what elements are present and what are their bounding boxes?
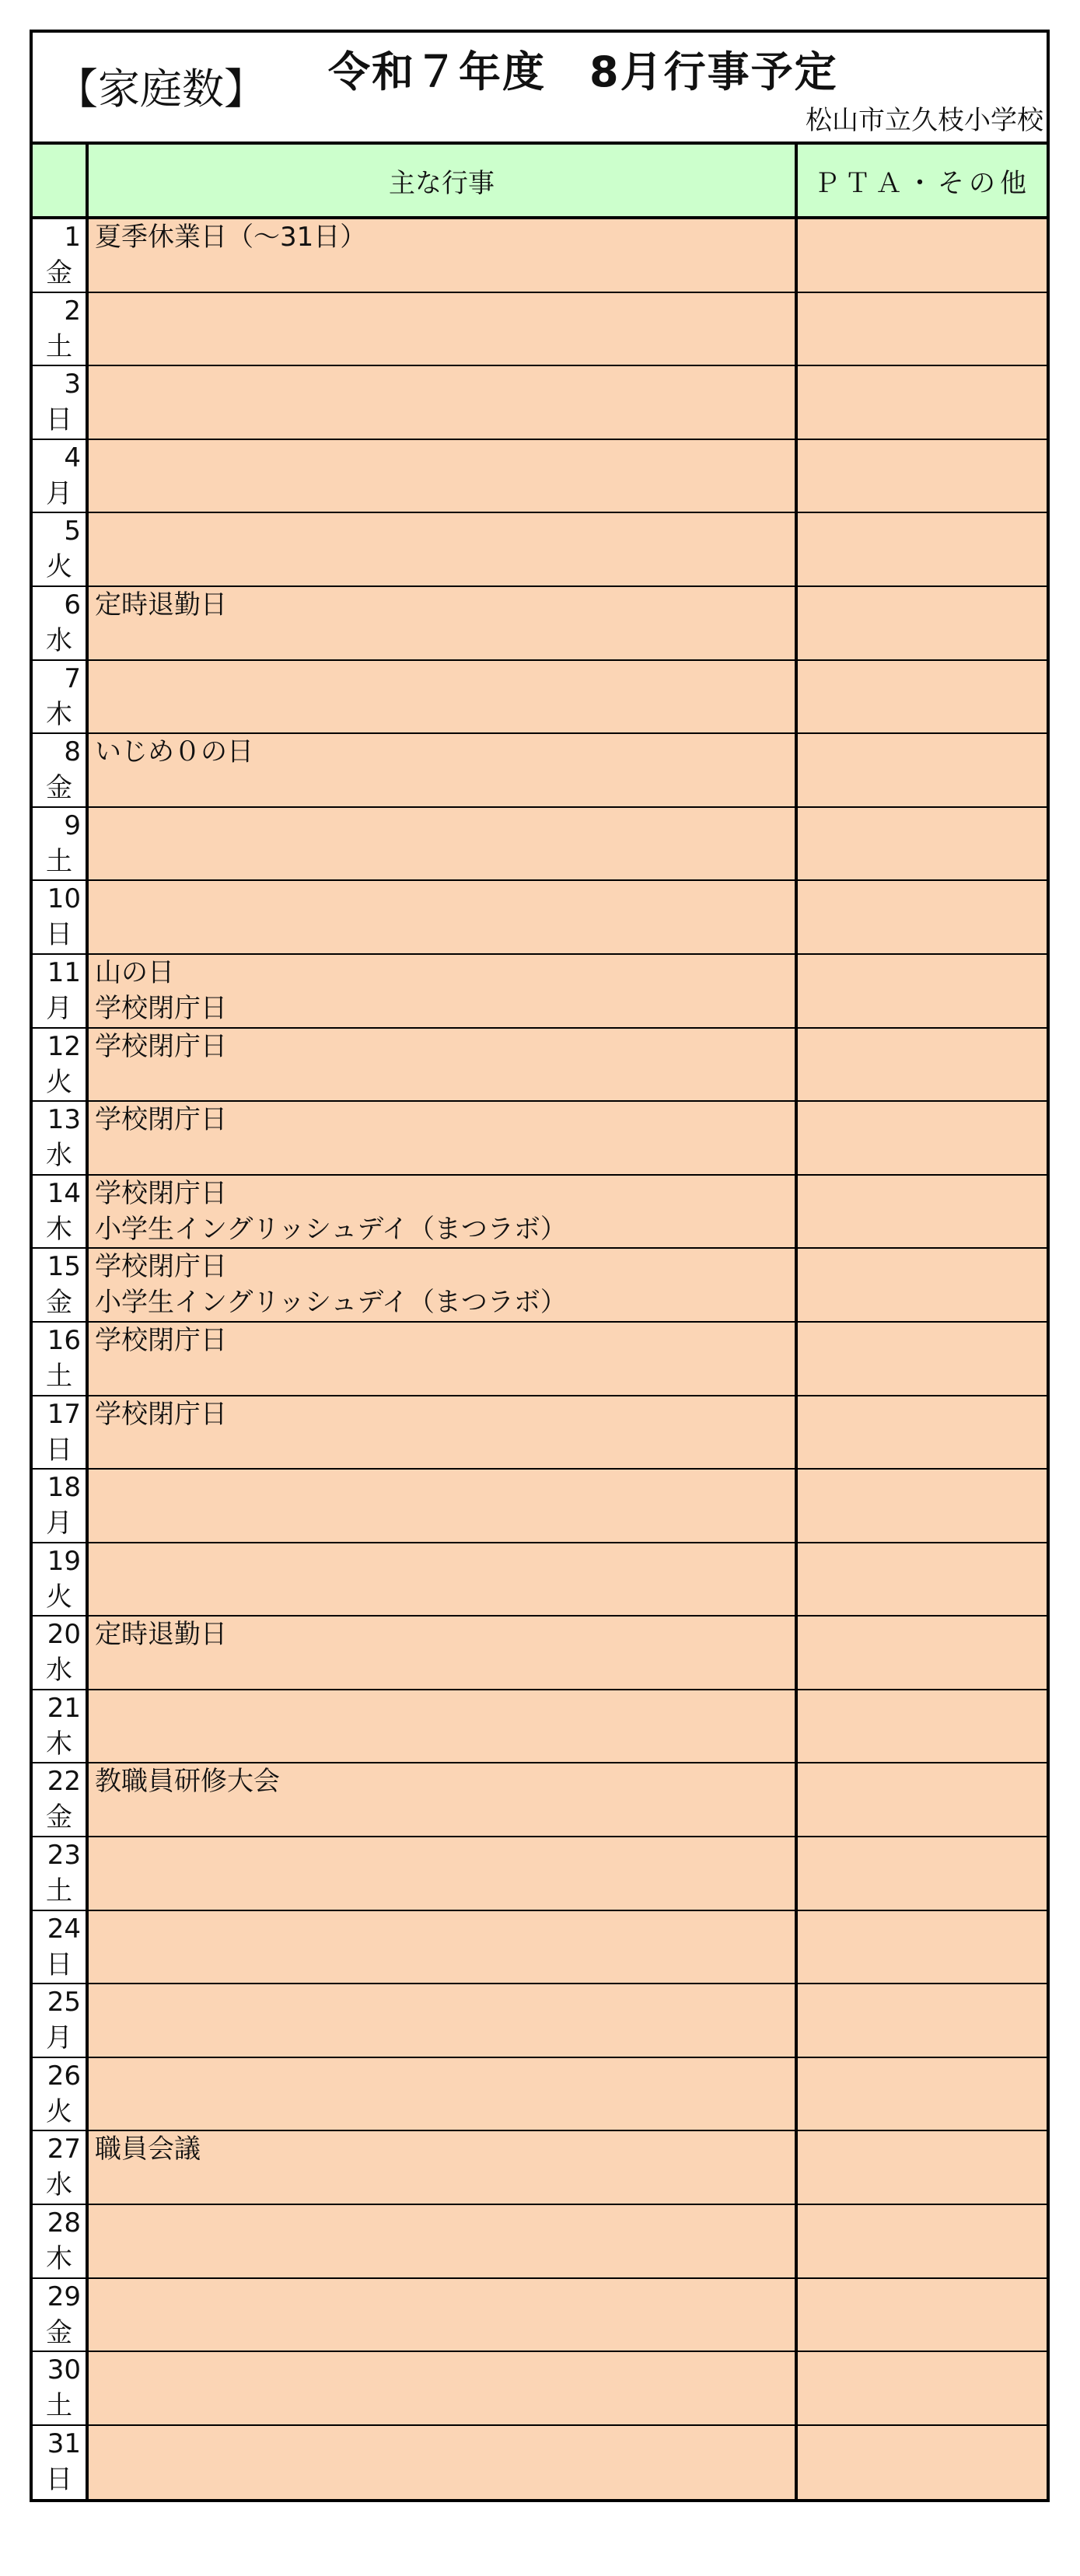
weekday: 日 <box>46 1949 72 1980</box>
event-item: 夏季休業日（～31日） <box>95 222 367 253</box>
weekday: 月 <box>46 992 72 1024</box>
table-row <box>33 2352 1047 2426</box>
day-number: 19 <box>47 1545 81 1577</box>
event-item: 職員会議 <box>95 2134 201 2165</box>
family-count-tag: 【家庭数】 <box>56 65 266 114</box>
sheet-header <box>33 33 1047 145</box>
column-header-day <box>33 145 89 216</box>
weekday: 金 <box>46 1802 72 1833</box>
events-cell <box>89 219 798 292</box>
day-number: 18 <box>47 1472 81 1504</box>
events-cell <box>89 1837 798 1910</box>
table-row <box>33 881 1047 955</box>
day-number: 31 <box>47 2427 81 2459</box>
table-row <box>33 2279 1047 2353</box>
events-cell <box>89 2279 798 2351</box>
day-number: 29 <box>47 2281 81 2312</box>
day-cell <box>33 1470 89 1542</box>
weekday: 木 <box>46 2243 72 2275</box>
column-header-row <box>33 145 1047 219</box>
day-cell <box>33 1249 89 1321</box>
table-row <box>33 587 1047 661</box>
events-cell <box>89 1102 798 1174</box>
table-row <box>33 219 1047 293</box>
weekday: 金 <box>46 772 72 804</box>
pta-cell <box>798 1029 1047 1101</box>
table-row <box>33 2131 1047 2205</box>
table-row <box>33 1911 1047 1985</box>
day-number: 6 <box>64 589 81 620</box>
weekday: 土 <box>46 330 72 362</box>
events-cell <box>89 1543 798 1616</box>
events-cell <box>89 440 798 512</box>
weekday: 水 <box>46 2169 72 2201</box>
weekday: 日 <box>46 919 72 951</box>
day-cell <box>33 1690 89 1763</box>
day-number: 8 <box>64 736 81 768</box>
day-cell <box>33 2279 89 2351</box>
pta-cell <box>798 1911 1047 1984</box>
day-cell <box>33 1323 89 1395</box>
day-cell <box>33 1029 89 1101</box>
events-cell <box>89 513 798 585</box>
day-cell <box>33 2352 89 2424</box>
weekday: 金 <box>46 257 72 288</box>
day-cell <box>33 366 89 439</box>
events-cell <box>89 366 798 439</box>
pta-cell <box>798 1470 1047 1542</box>
events-cell <box>89 2426 798 2500</box>
day-number: 4 <box>64 442 81 474</box>
day-cell <box>33 1396 89 1469</box>
table-row <box>33 1029 1047 1103</box>
weekday: 金 <box>46 2316 72 2348</box>
day-number: 23 <box>47 1840 81 1872</box>
day-number: 21 <box>47 1692 81 1724</box>
day-number: 26 <box>47 2060 81 2092</box>
events-cell <box>89 1763 798 1836</box>
day-cell <box>33 219 89 292</box>
day-number: 1 <box>64 222 81 253</box>
events-cell <box>89 1176 798 1248</box>
day-number: 30 <box>47 2354 81 2386</box>
table-row <box>33 1470 1047 1543</box>
weekday: 月 <box>46 477 72 509</box>
pta-cell <box>798 587 1047 659</box>
events-cell <box>89 808 798 880</box>
table-row <box>33 808 1047 882</box>
event-item: 定時退勤日 <box>95 1619 227 1651</box>
table-row <box>33 440 1047 514</box>
day-number: 28 <box>47 2207 81 2239</box>
day-number: 25 <box>47 1987 81 2019</box>
weekday: 火 <box>46 2095 72 2127</box>
event-item: 小学生イングリッシュデイ（まつラボ） <box>95 1213 567 1245</box>
day-cell <box>33 2205 89 2277</box>
pta-cell <box>798 1543 1047 1616</box>
weekday: 水 <box>46 1655 72 1686</box>
table-row <box>33 734 1047 808</box>
day-cell <box>33 1543 89 1616</box>
pta-cell <box>798 2058 1047 2130</box>
schedule-rows <box>33 219 1047 2499</box>
day-cell <box>33 881 89 953</box>
event-item: 学校閉庁日 <box>95 992 227 1024</box>
pta-cell <box>798 1249 1047 1321</box>
event-item: 教職員研修大会 <box>95 1766 280 1798</box>
table-row <box>33 513 1047 587</box>
pta-cell <box>798 1396 1047 1469</box>
table-row <box>33 1249 1047 1323</box>
table-row <box>33 955 1047 1029</box>
events-cell <box>89 1470 798 1542</box>
pta-cell <box>798 2352 1047 2424</box>
table-row <box>33 1617 1047 1690</box>
day-cell <box>33 1984 89 2057</box>
day-number: 15 <box>47 1251 81 1283</box>
pta-cell <box>798 1323 1047 1395</box>
pta-cell <box>798 2426 1047 2500</box>
day-cell <box>33 2058 89 2130</box>
table-row <box>33 1763 1047 1837</box>
events-cell <box>89 955 798 1027</box>
table-row <box>33 1323 1047 1396</box>
table-row <box>33 1396 1047 1470</box>
pta-cell <box>798 1617 1047 1689</box>
pta-cell <box>798 1102 1047 1174</box>
day-cell <box>33 440 89 512</box>
day-cell <box>33 734 89 806</box>
events-cell <box>89 1617 798 1689</box>
pta-cell <box>798 1690 1047 1763</box>
events-cell <box>89 2131 798 2204</box>
events-cell <box>89 2352 798 2424</box>
table-row <box>33 1176 1047 1250</box>
event-item: 学校閉庁日 <box>95 1030 227 1062</box>
table-row <box>33 2426 1047 2500</box>
day-cell <box>33 1763 89 1836</box>
table-row <box>33 1690 1047 1764</box>
event-item: 学校閉庁日 <box>95 1177 227 1209</box>
day-cell <box>33 661 89 733</box>
weekday: 水 <box>46 1140 72 1172</box>
event-item: いじめ０の日 <box>95 736 253 768</box>
day-cell <box>33 955 89 1027</box>
events-cell <box>89 1029 798 1101</box>
day-cell <box>33 1911 89 1984</box>
pta-cell <box>798 219 1047 292</box>
weekday: 火 <box>46 1581 72 1613</box>
weekday: 月 <box>46 1508 72 1540</box>
weekday: 木 <box>46 1728 72 1760</box>
day-cell <box>33 513 89 585</box>
day-number: 9 <box>64 809 81 841</box>
pta-cell <box>798 440 1047 512</box>
table-row <box>33 1984 1047 2058</box>
weekday: 水 <box>46 624 72 656</box>
column-header-events: 主な行事 <box>89 145 798 216</box>
pta-cell <box>798 1176 1047 1248</box>
weekday: 日 <box>46 1434 72 1466</box>
table-row <box>33 1837 1047 1911</box>
events-cell <box>89 1249 798 1321</box>
event-item: 学校閉庁日 <box>95 1251 227 1283</box>
weekday: 土 <box>46 2390 72 2422</box>
events-cell <box>89 881 798 953</box>
day-cell <box>33 2426 89 2500</box>
day-cell <box>33 1617 89 1689</box>
weekday: 金 <box>46 1287 72 1319</box>
events-cell <box>89 293 798 365</box>
day-number: 3 <box>64 369 81 400</box>
weekday: 木 <box>46 1213 72 1245</box>
pta-cell <box>798 1837 1047 1910</box>
events-cell <box>89 1984 798 2057</box>
day-number: 27 <box>47 2134 81 2165</box>
pta-cell <box>798 1763 1047 1836</box>
events-cell <box>89 1911 798 1984</box>
table-row <box>33 1543 1047 1617</box>
day-cell <box>33 293 89 365</box>
events-cell <box>89 1690 798 1763</box>
day-cell <box>33 587 89 659</box>
day-number: 20 <box>47 1619 81 1651</box>
pta-cell <box>798 2131 1047 2204</box>
day-number: 13 <box>47 1104 81 1136</box>
day-cell <box>33 1837 89 1910</box>
day-number: 24 <box>47 1913 81 1945</box>
day-cell <box>33 808 89 880</box>
weekday: 土 <box>46 845 72 877</box>
weekday: 日 <box>46 404 72 436</box>
day-number: 22 <box>47 1766 81 1798</box>
pta-cell <box>798 808 1047 880</box>
day-cell <box>33 2131 89 2204</box>
event-item: 学校閉庁日 <box>95 1324 227 1356</box>
events-cell <box>89 2058 798 2130</box>
pta-cell <box>798 2279 1047 2351</box>
weekday: 土 <box>46 1875 72 1907</box>
weekday: 木 <box>46 698 72 730</box>
events-cell <box>89 587 798 659</box>
school-name: 松山市立久枝小学校 <box>806 105 1043 136</box>
pta-cell <box>798 955 1047 1027</box>
events-cell <box>89 2205 798 2277</box>
pta-cell <box>798 1984 1047 2057</box>
table-row <box>33 293 1047 367</box>
day-number: 7 <box>64 662 81 694</box>
day-number: 12 <box>47 1030 81 1062</box>
day-number: 11 <box>47 956 81 988</box>
day-number: 17 <box>47 1398 81 1430</box>
weekday: 火 <box>46 551 72 583</box>
table-row <box>33 366 1047 440</box>
weekday: 火 <box>46 1066 72 1098</box>
schedule-sheet <box>30 30 1050 2502</box>
events-cell <box>89 734 798 806</box>
day-cell <box>33 1102 89 1174</box>
event-item: 学校閉庁日 <box>95 1104 227 1136</box>
page-title: 令和７年度 8月行事予定 <box>328 47 838 96</box>
table-row <box>33 661 1047 735</box>
day-number: 2 <box>64 295 81 327</box>
day-cell <box>33 1176 89 1248</box>
weekday: 土 <box>46 1360 72 1392</box>
column-header-pta: ＰＴＡ・その他 <box>813 167 1031 199</box>
pta-cell <box>798 661 1047 733</box>
events-cell <box>89 1323 798 1395</box>
pta-cell <box>798 734 1047 806</box>
events-cell <box>89 1396 798 1469</box>
pta-cell <box>798 366 1047 439</box>
day-number: 5 <box>64 516 81 547</box>
event-item: 学校閉庁日 <box>95 1398 227 1430</box>
day-number: 16 <box>47 1324 81 1356</box>
pta-cell <box>798 513 1047 585</box>
weekday: 日 <box>46 2463 72 2495</box>
event-item: 小学生イングリッシュデイ（まつラボ） <box>95 1287 567 1319</box>
pta-cell <box>798 293 1047 365</box>
event-item: 定時退勤日 <box>95 589 227 620</box>
table-row <box>33 2205 1047 2279</box>
day-number: 10 <box>47 883 81 915</box>
pta-cell <box>798 2205 1047 2277</box>
weekday: 月 <box>46 2022 72 2054</box>
events-cell <box>89 661 798 733</box>
table-row <box>33 2058 1047 2132</box>
table-row <box>33 1102 1047 1176</box>
pta-cell <box>798 881 1047 953</box>
event-item: 山の日 <box>95 956 174 988</box>
day-number: 14 <box>47 1177 81 1209</box>
